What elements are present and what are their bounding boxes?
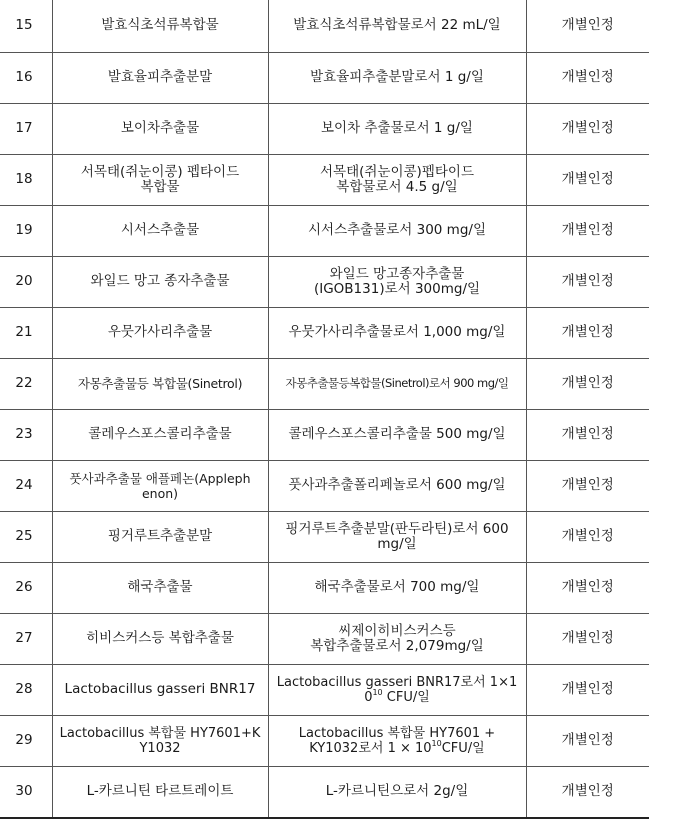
- daily-intake-line: 와일드 망고종자추출물: [329, 265, 465, 282]
- daily-intake-line: 복합물로서 4.5 g/일: [336, 178, 458, 195]
- row-number: 18: [0, 154, 52, 205]
- row-number: 24: [0, 460, 52, 511]
- row-number: 21: [0, 307, 52, 358]
- daily-intake: [268, 715, 526, 766]
- row-number: 20: [0, 256, 52, 307]
- row-number: 28: [0, 664, 52, 715]
- ingredient-name: [52, 154, 268, 205]
- approval-type: 개별인정: [526, 460, 649, 511]
- approval-type: 개별인정: [526, 103, 649, 154]
- approval-type: 개별인정: [526, 358, 649, 409]
- row-number: 29: [0, 715, 52, 766]
- approval-type: 개별인정: [526, 0, 649, 52]
- ingredient-name: 우뭇가사리추출물: [52, 307, 268, 358]
- daily-intake: 우뭇가사리추출물로서 1,000 mg/일: [268, 307, 526, 358]
- row-number: 17: [0, 103, 52, 154]
- ingredient-name: [52, 715, 268, 766]
- approval-type: 개별인정: [526, 613, 649, 664]
- table-row: [0, 511, 649, 562]
- daily-intake-line: mg/일: [377, 535, 417, 552]
- ingredient-name: 콜레우스포스콜리추출물: [52, 409, 268, 460]
- approval-type: 개별인정: [526, 766, 649, 818]
- ingredient-name: Lactobacillus gasseri BNR17: [52, 664, 268, 715]
- ingredient-name: [52, 460, 268, 511]
- exponent: 10: [372, 687, 383, 697]
- daily-intake: [268, 664, 526, 715]
- approval-type: 개별인정: [526, 256, 649, 307]
- row-number: 15: [0, 0, 52, 52]
- table-row: [0, 409, 649, 460]
- ingredient-name: 와일드 망고 종자추출물: [52, 256, 268, 307]
- approval-type: 개별인정: [526, 52, 649, 103]
- row-number: 26: [0, 562, 52, 613]
- table-row: [0, 460, 649, 511]
- ingredient-name: 히비스커스등 복합추출물: [52, 613, 268, 664]
- table-row: [0, 664, 649, 715]
- table-row: [0, 562, 649, 613]
- ingredient-name-line: 복합물: [140, 178, 180, 195]
- ingredient-name-line: enon): [141, 485, 179, 501]
- daily-intake: [268, 511, 526, 562]
- row-number: 27: [0, 613, 52, 664]
- ingredient-name: 자몽추출물등 복합물(Sinetrol): [52, 358, 268, 409]
- ingredient-name: 발효식초석류복합물: [52, 0, 268, 52]
- ingredient-name-line: 서목태(쥐눈이콩) 펩타이드: [80, 163, 240, 180]
- daily-intake-line: 복합추출물로서 2,079mg/일: [310, 637, 484, 654]
- row-number: 23: [0, 409, 52, 460]
- daily-intake-line: 씨제이히비스커스등: [338, 622, 456, 639]
- table-row: [0, 205, 649, 256]
- table-row: [0, 613, 649, 664]
- row-number: 19: [0, 205, 52, 256]
- daily-intake-line: (IGOB131)로서 300mg/일: [313, 280, 481, 297]
- daily-intake: 발효율피추출분말로서 1 g/일: [268, 52, 526, 103]
- daily-intake: 풋사과추출폴리페놀로서 600 mg/일: [268, 460, 526, 511]
- approval-type: 개별인정: [526, 205, 649, 256]
- table-row: [0, 103, 649, 154]
- daily-intake: 해국추출물로서 700 mg/일: [268, 562, 526, 613]
- table-row: [0, 52, 649, 103]
- daily-intake: [268, 613, 526, 664]
- approval-type: 개별인정: [526, 664, 649, 715]
- ingredient-name: 발효율피추출분말: [52, 52, 268, 103]
- table-row: [0, 766, 649, 818]
- row-number: 25: [0, 511, 52, 562]
- daily-intake: [268, 154, 526, 205]
- ingredient-name: 시서스추출물: [52, 205, 268, 256]
- approval-type: 개별인정: [526, 562, 649, 613]
- daily-intake: 발효식초석류복합물로서 22 mL/일: [268, 0, 526, 52]
- daily-intake-line: Lactobacillus 복합물 HY7601 +: [298, 725, 496, 741]
- exponent: 10: [431, 738, 442, 748]
- table-row: [0, 307, 649, 358]
- approval-type: 개별인정: [526, 511, 649, 562]
- ingredient-name-line: 풋사과추출물 애플페논(Appleph: [69, 470, 251, 486]
- ingredient-name-line: Y1032: [139, 740, 181, 756]
- approval-type: 개별인정: [526, 715, 649, 766]
- daily-intake-line: KY1032로서 $1 \times 10^{10}CFU/$일: [309, 738, 485, 756]
- ingredient-name: 해국추출물: [52, 562, 268, 613]
- table-row: [0, 154, 649, 205]
- ingredient-name-line: Lactobacillus 복합물 HY7601+K: [59, 725, 261, 741]
- table-row: [0, 358, 649, 409]
- daily-intake-line: Lactobacillus gasseri BNR17로서 1×1: [276, 674, 518, 690]
- daily-intake-line: $0^{10}$ CFU/일: [364, 687, 430, 705]
- approval-type: 개별인정: [526, 409, 649, 460]
- daily-intake: 자몽추출물등복합물(Sinetrol)로서 900 mg/일: [268, 358, 526, 409]
- table-row: [0, 715, 649, 766]
- approval-type: 개별인정: [526, 307, 649, 358]
- table-row: [0, 256, 649, 307]
- daily-intake-line: 핑거루트추출분말(판두라틴)로서 600: [285, 520, 509, 537]
- table-row: [0, 0, 649, 52]
- daily-intake-line: 서목태(쥐눈이콩)펩타이드: [320, 163, 474, 180]
- daily-intake: 보이차 추출물로서 1 g/일: [268, 103, 526, 154]
- row-number: 16: [0, 52, 52, 103]
- daily-intake: L-카르니틴으로서 2g/일: [268, 766, 526, 818]
- approval-type: 개별인정: [526, 154, 649, 205]
- ingredient-name: 보이차추출물: [52, 103, 268, 154]
- daily-intake: 콜레우스포스콜리추출물 500 mg/일: [268, 409, 526, 460]
- daily-intake: 시서스추출물로서 300 mg/일: [268, 205, 526, 256]
- row-number: 30: [0, 766, 52, 818]
- row-number: 22: [0, 358, 52, 409]
- ingredient-name: L-카르니틴 타르트레이트: [52, 766, 268, 818]
- ingredient-name: 핑거루트추출분말: [52, 511, 268, 562]
- daily-intake: [268, 256, 526, 307]
